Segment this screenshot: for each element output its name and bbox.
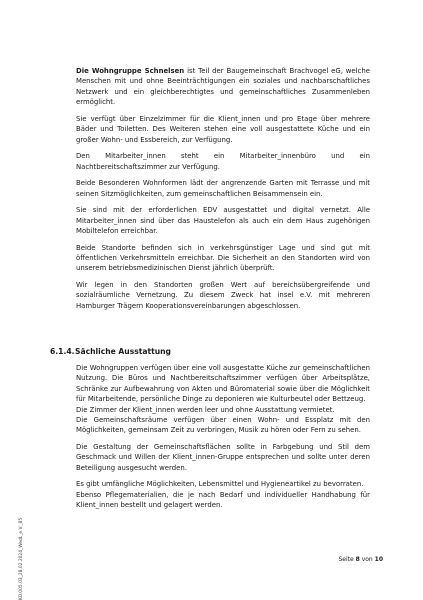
paragraph-care-materials: Ebenso Pflegematerialien, die je nach Bedarf und individueller Handhabung für Klient_innen bestellt und gelagert werden. [76,490,370,510]
document-reference: KO.005.03_28.02.2024_WedL_e.V._85 [19,517,24,600]
section-heading [50,347,171,356]
paragraph-location: Beide Standorte befinden sich in verkehrsgünstiger Lage und sind gut mit öffentlichen Verkehrsmitteln erreichbar. Die Sicherheit an den Standorten wird von unserem betriebsmedizinischen Dienst jährlich überprüft. [76,243,370,273]
paragraph-client-rooms: Die Zimmer der Klient_innen werden leer und ohne Ausstattung vermietet. [76,405,335,414]
page-current: 8 [355,556,360,563]
paragraph-it: Sie sind mit der erforderlichen EDV ausgestattet und digital vernetzt. Alle Mitarbeiter_innen sind über das Haustelefon als auch ein dem Haus zugehörigen Mobiltelefon erreichbar. [76,206,370,236]
page-prefix: Seite [338,556,356,563]
paragraph-garden: Beide Besonderen Wohnformen lädt der angrenzende Garten mit Terrasse und mit seinen Sitzmöglichkeiten, zum gemeinschaftlichen Beisammensein ein. [76,179,370,198]
paragraph-intro [76,66,370,108]
page-number [338,556,383,563]
paragraph-kitchen-office: Die Wohngruppen verfügen über eine voll ausgestatte Küche zur gemeinschaftlichen Nutzung. Die Büros und Nachtbereitschaftszimmer verfügen über Arbeitsplätze, Schränke zur Aufbewahrung von Akten und Büromaterial sowie über die Möglichkeit für Mitarbeitende, persönliche Dinge zu deponieren wie Kulturbeutel oder Bettzeug. [76,364,370,404]
page-total: 10 [374,556,383,563]
intro-section [76,66,370,311]
page-middle: von [359,556,375,563]
paragraph-staff-office: Den Mitarbeiter_innen steht ein Mitarbeiter_innenbüro und ein Nachtbereitschaftszimmer zur Verfügung. [76,152,370,171]
intro-rest: ist Teil der Baugemeinschaft Brachvogel eG, welche Menschen mit und ohne Beeinträchtigungen ein soziales und nachbarschaftliches Netzwerk und ein gleichberechtigtes und gemeinschaftliches Zusammenleben ermöglicht. [76,67,370,107]
paragraph-networking: Wir legen in den Standorten großen Wert auf bereichsübergreifende und sozialräumliche Vernetzung. Zu diesem Zweck hat insel e.V. mit mehreren Hamburger Trägern Kooperationsvereinbarungen abgeschlossen. [76,281,370,310]
paragraph-design: Die Gestaltung der Gemeinschaftsflächen sollte in Farbgebung und Stil dem Geschmack und Willen der Klient_innen-Gruppe entsprechen und sollte unter deren Beteiligung ausgesucht werden. [76,443,370,472]
section-title: Sächliche Ausstattung [75,347,171,356]
paragraph-rooms: Sie verfügt über Einzelzimmer für die Klient_innen und pro Etage über mehrere Bäder und Toiletten. Des Weiteren stehen eine voll ausgestattete Küche und ein großer Wohn- und Essbereich, zur Verfügung. [76,114,370,144]
paragraph-supplies: Es gibt umfängliche Möglichkeiten, Lebensmittel und Hygieneartikel zu bevorraten. [76,480,364,489]
intro-lead: Die Wohngruppe Schnelsen [76,67,185,75]
section-number: 6.1.4. [50,347,75,356]
paragraph-common-rooms: Die Gemeinschaftsräume verfügen über einen Wohn- und Essplatz mit den Möglichkeiten, gemeinsam Zeit zu verbringen, Musik zu hören oder Fern zu sehen. [76,416,370,435]
equipment-section [76,363,370,511]
